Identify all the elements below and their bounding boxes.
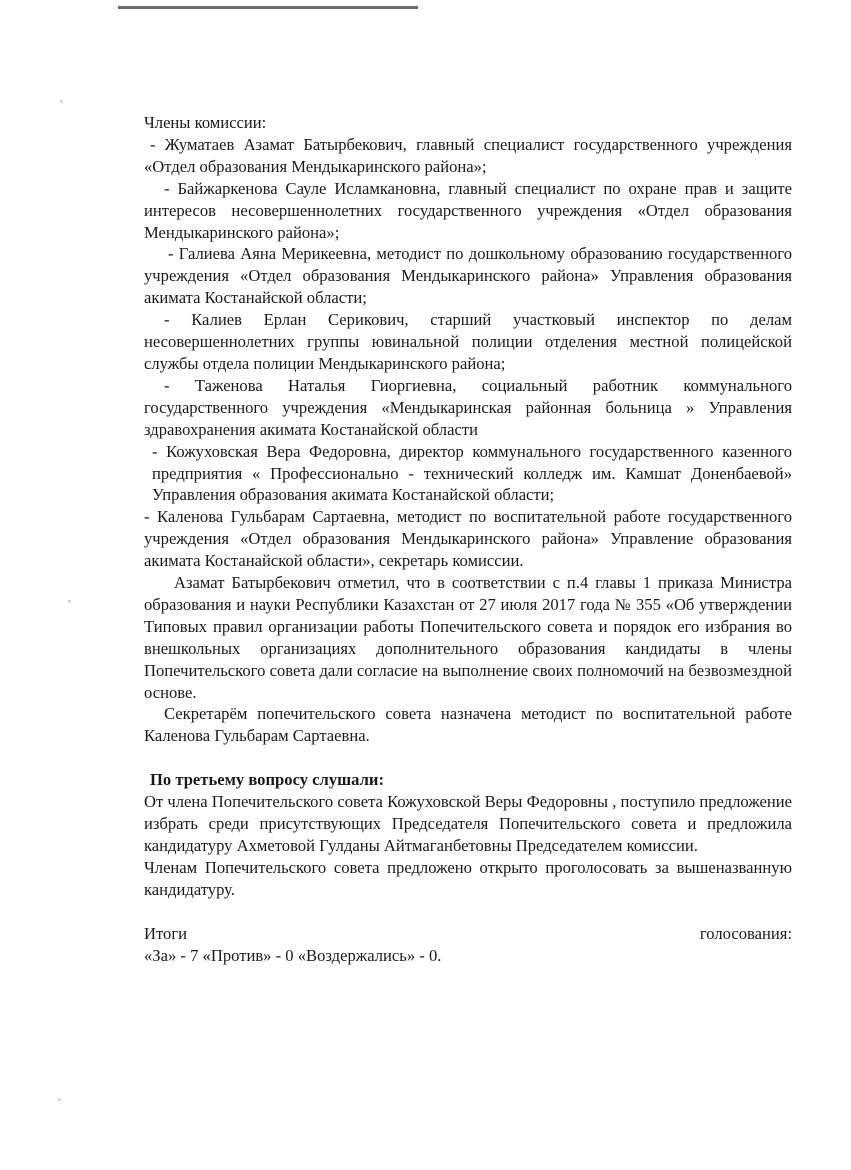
results-values: «За» - 7 «Против» - 0 «Воздержались» - 0. [144,945,442,965]
third-question-heading: По третьему вопросу слушали: [150,770,384,790]
member-item: - Галиева Аяна Мерикеевна, методист по дошкольному образованию государственного учреждения «Отдел образования Мендыкаринского района» Управления образования акимата Костанайской области; [144,244,792,308]
member-item: - Таженова Наталья Гиоргиевна, социальный работник коммунального государственного учреждения «Мендыкаринская районная больница » Управления здравохранения акимата Костанайской области [144,375,792,439]
scan-speck [58,1098,61,1101]
statement-paragraph: Азамат Батырбекович отметил, что в соответствии с п.4 главы 1 приказа Министра образования и науки Республики Казахстан от 27 июля 2017 года № 355 «Об утверждении Типовых правил организации работы Попечительского совета и порядок его избрания во внешкольных организациях дополнительного образования кандидаты в члены Попечительского совета дали согласие на выполнение своих полномочий на безвозмездной основе. [144,573,792,702]
results-label: Итоги голосования: [144,923,792,943]
third-question-text: От члена Попечительского совета Кожуховской Веры Федоровны , поступило предложение избрать среди присутствующих Председателя Попечительского совета и предложила кандидатуру Ахметовой Гулданы Айтмаганбетовны Председателем комиссии. [144,792,792,855]
document-page [144,112,792,967]
scan-speck [68,600,71,603]
scan-artifact-line [118,6,418,9]
member-item: - Калиев Ерлан Серикович, старший участковый инспектор по делам несовершеннолетних группы ювинальной полиции отделения местной полицейской службы отдела полиции Мендыкаринского района; [144,310,792,373]
secretary-paragraph: Секретарём попечительского совета назначена методист по воспитательной работе Каленова Гульбарам Сартаевна. [144,704,792,746]
member-item: - Жуматаев Азамат Батырбекович, главный специалист государственного учреждения «Отдел образования Мендыкаринского района»; [144,134,792,176]
member-item: - Байжаркенова Сауле Исламкановна, главный специалист по охране прав и защите интересов несовершеннолетних государственного учреждения «Отдел образования Мендыкаринского района»; [144,178,792,242]
member-item: - Кожуховская Вера Федоровна, директор коммунального государственного казенного предприятия « Профессионально - технический колледж им. Камшат Доненбаевой» Управления образования акимата Костанайской области; [152,441,792,505]
scan-speck [60,100,63,103]
member-item: - Каленова Гульбарам Сартаевна, методист по воспитательной работе государственного учреждения «Отдел образования Мендыкаринского района» Управление образования акимата Костанайской области», секретарь комиссии. [144,507,792,571]
members-title: Члены комиссии: [144,113,267,132]
vote-proposal: Членам Попечительского совета предложено открыто проголосовать за вышеназванную кандидатуру. [144,857,792,899]
